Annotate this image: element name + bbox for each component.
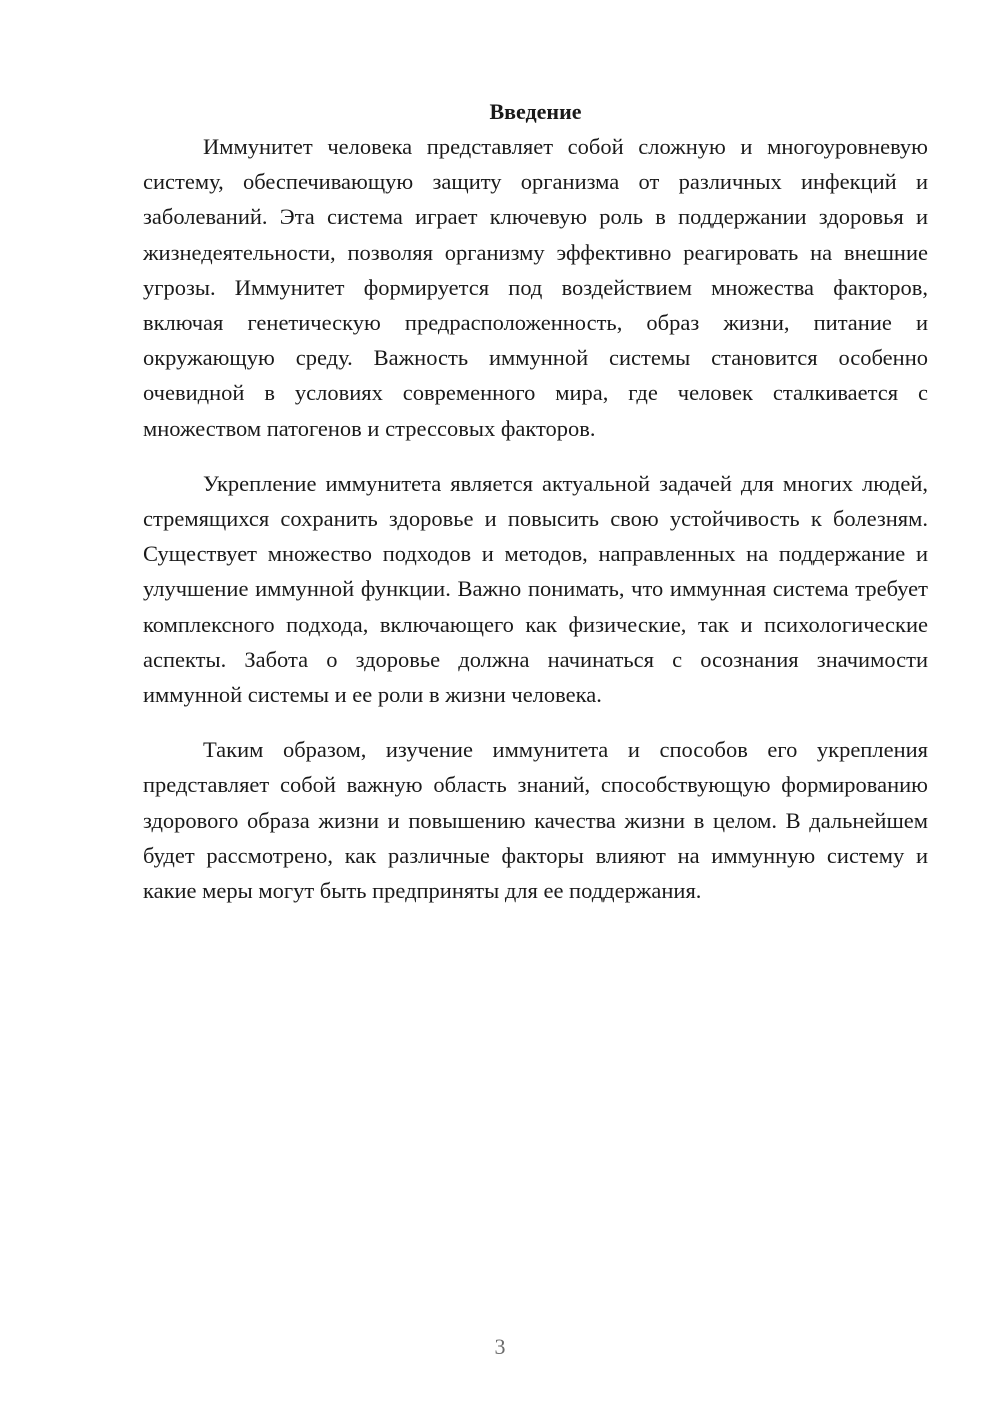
section-heading: Введение <box>489 99 582 124</box>
paragraph-3: Таким образом, изучение иммунитета и способов его укрепления представляет собой важную область знаний, способствующую формированию здорового образа жизни и повышению качества жизни в целом. В дальнейшем будет рассмотрено, как различные факторы влияют на иммунную систему и какие меры могут быть предприняты для ее поддержания. <box>143 737 928 904</box>
paragraph-2: Укрепление иммунитета является актуальной задачей для многих людей, стремящихся сохранить здоровье и повысить свою устойчивость к болезням. Существует множество подходов и методов, направленных на поддержание и улучшение иммунной функции. Важно понимать, что иммунная система требует комплексного подхода, включающего как физические, так и психологические аспекты. Забота о здоровье должна начинаться с осознания значимости иммунной системы и ее роли в жизни человека. <box>143 470 928 708</box>
page-number: 3 <box>494 1334 506 1359</box>
page-content <box>143 94 928 928</box>
paragraph-1: Иммунитет человека представляет собой сложную и многоуровневую систему, обеспечивающую защиту организма от различных инфекций и заболеваний. Эта система играет ключевую роль в поддержании здоровья и жизнедеятельности, позволяя организму эффективно реагировать на внешние угрозы. Иммунитет формируется под воздействием множества факторов, включая генетическую предрасположенность, образ жизни, питание и окружающую среду. Важность иммунной системы становится особенно очевидной в условиях современного мира, где человек сталкивается с множеством патогенов и стрессовых факторов. <box>143 134 928 441</box>
